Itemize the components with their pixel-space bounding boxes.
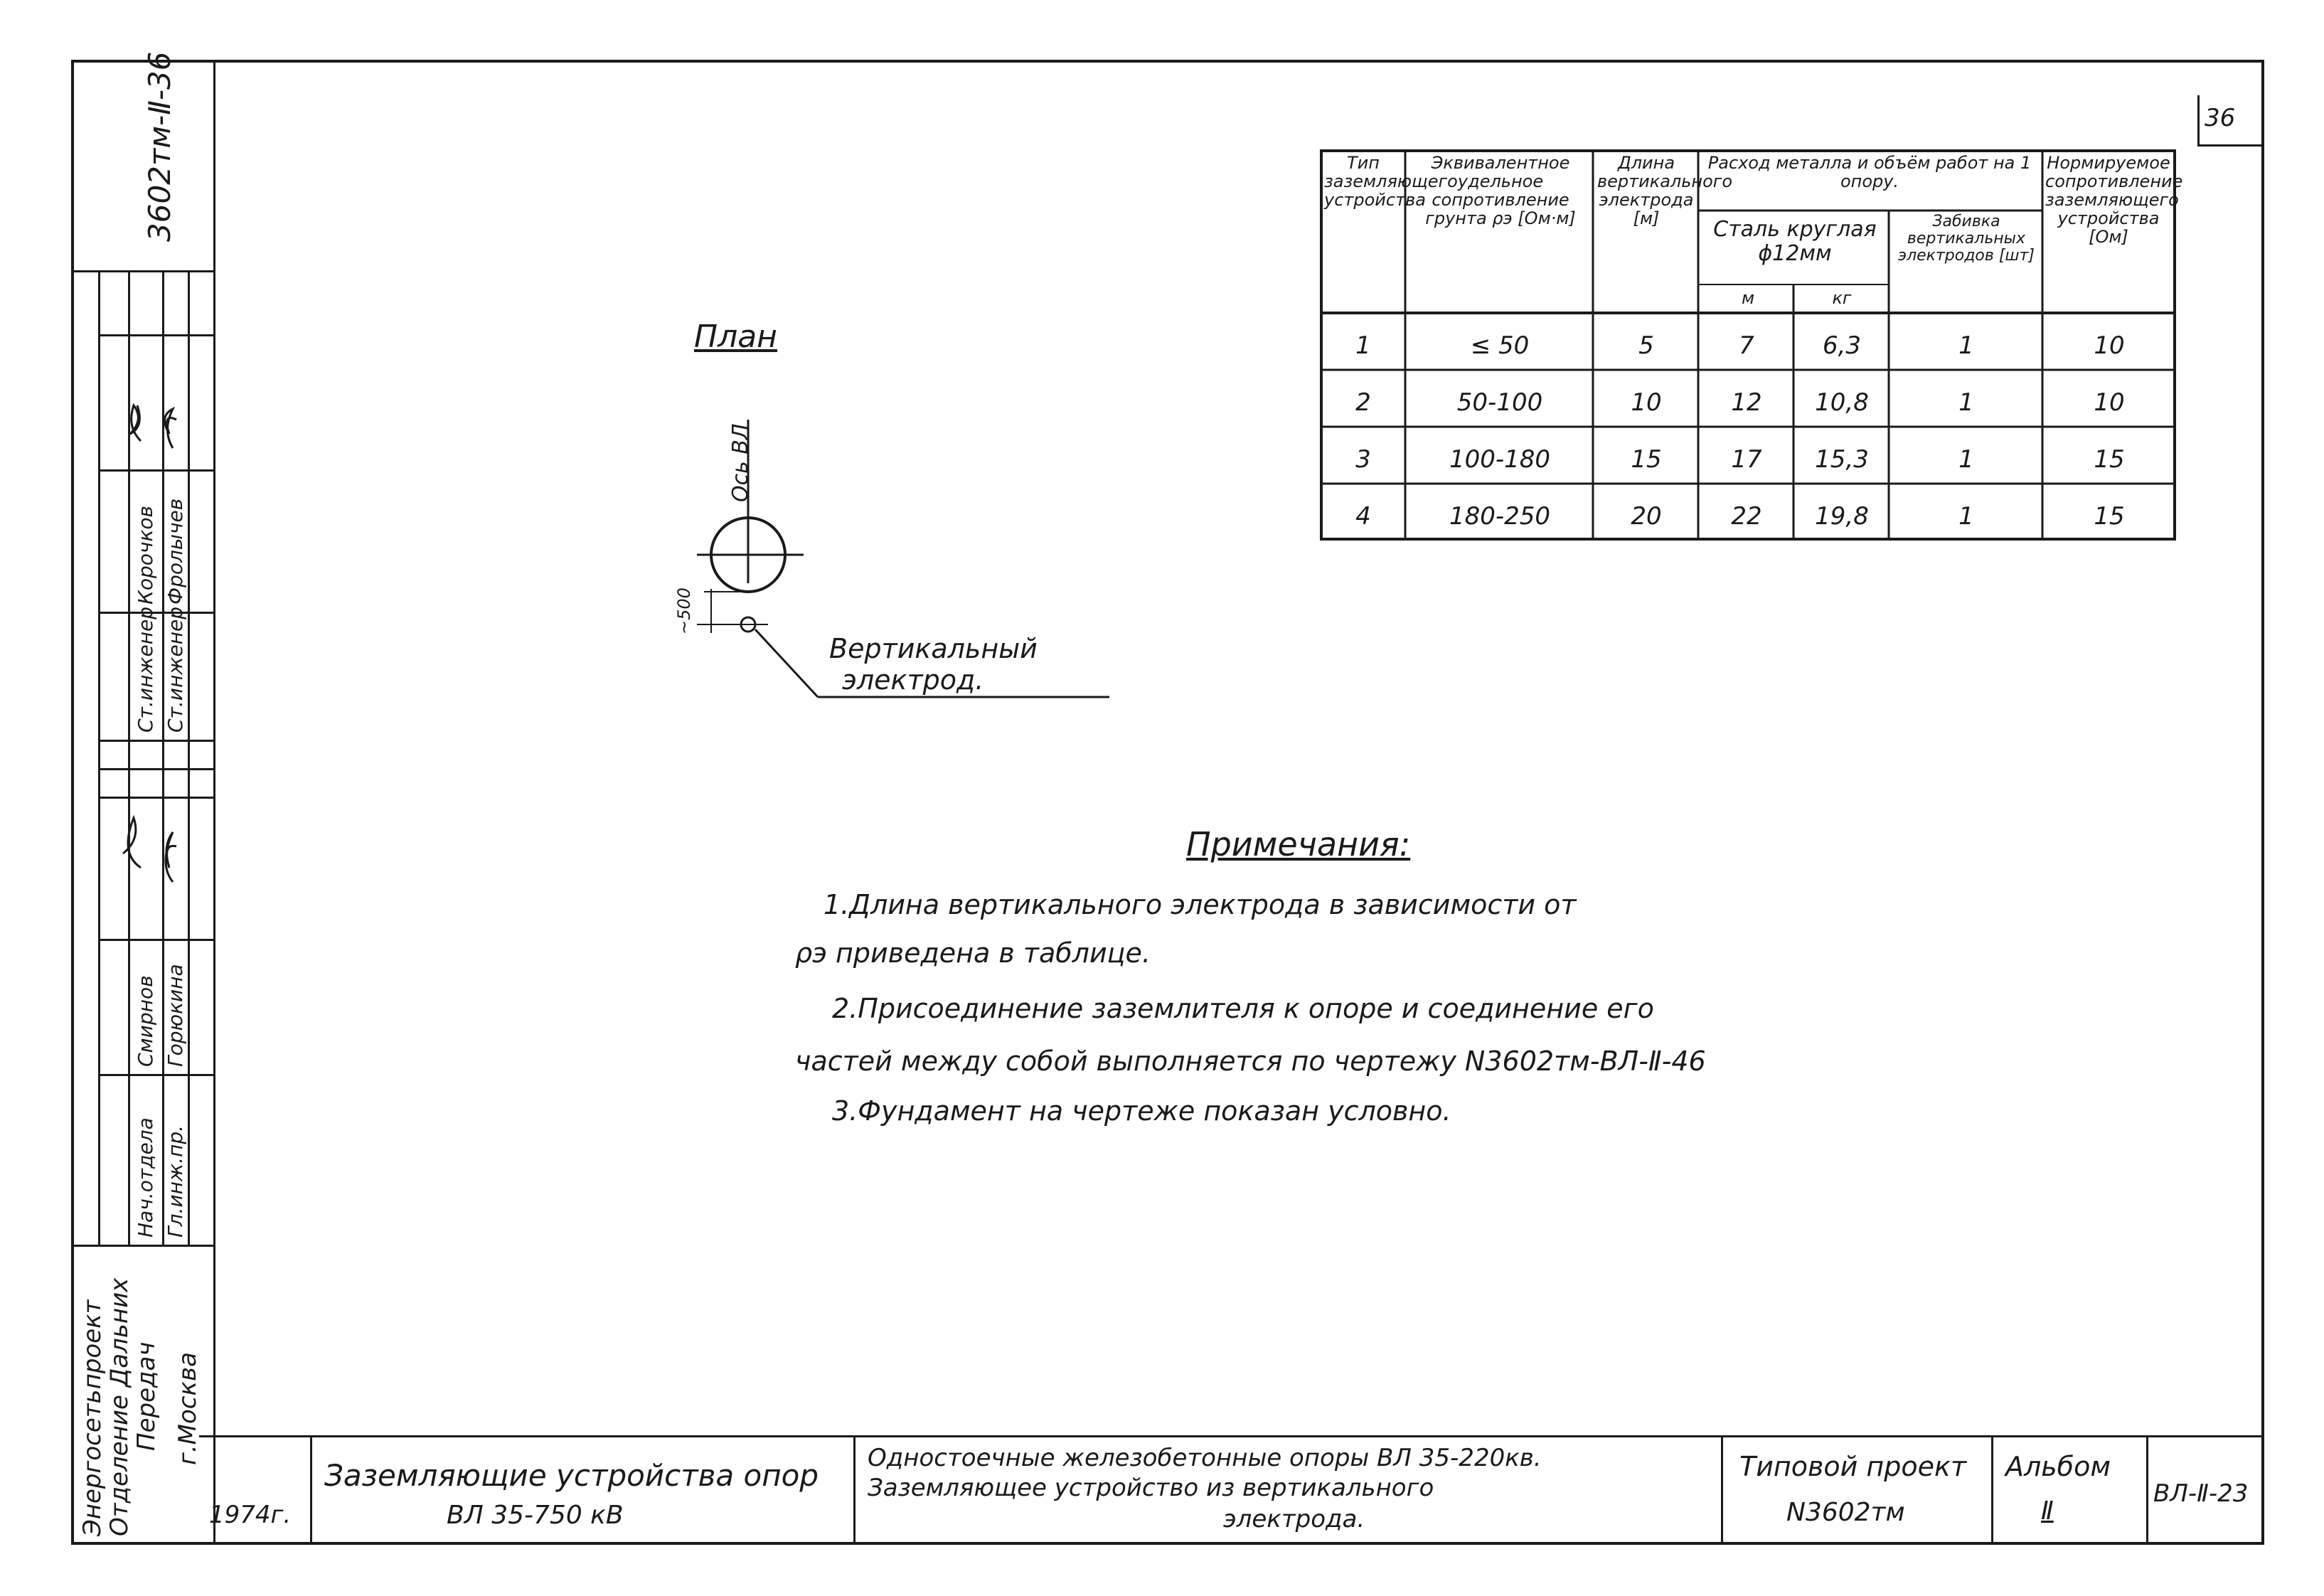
table-row-3-kg: 15,3 <box>1815 445 1869 474</box>
note-line-4: частей между собой выполняется по чертежу N3602тм-ВЛ-Ⅱ-46 <box>795 1046 1706 1077</box>
plan-title: План <box>694 319 777 355</box>
role-title-chief-eng: Гл.инж.пр. <box>164 1124 187 1238</box>
title-album-1: Альбом <box>2005 1451 2111 1482</box>
side-row-j <box>71 1245 213 1247</box>
title-desc-2: Заземляющее устройство из вертикального <box>868 1474 1434 1502</box>
title-sep-2 <box>853 1435 855 1545</box>
table-row-3-count: 1 <box>1958 445 1974 474</box>
header-length: Длина вертикального электрода [м] <box>1597 153 1733 228</box>
table-row-3-type: 3 <box>1355 445 1371 474</box>
title-project-1: Типовой проект <box>1739 1451 1967 1482</box>
header-type: Тип заземляющего устройства <box>1324 153 1458 210</box>
table-row-2-count: 1 <box>1958 388 1974 417</box>
table-row-3-length: 15 <box>1631 445 1662 474</box>
side-signatures <box>98 270 191 981</box>
table-row-1-length: 5 <box>1638 331 1654 360</box>
title-subject-2: ВЛ 35-750 кВ <box>447 1501 624 1530</box>
table-row-1-m: 7 <box>1739 331 1754 360</box>
header-steel-kg: кг <box>1832 288 1852 308</box>
note-line-1: 1.Длина вертикального электрода в зависимости от <box>823 889 1577 920</box>
electrode-label-2: электрод. <box>842 664 984 696</box>
dimension-label: ~500 <box>674 587 694 634</box>
axis-label: Ось ВЛ <box>728 423 753 502</box>
header-normative: Нормируемое сопротивление заземляющего устройства [Ом] <box>2045 153 2183 247</box>
note-line-3: 2.Присоединение заземлителя к опоре и соединение его <box>832 993 1654 1024</box>
table-row-1-type: 1 <box>1355 331 1371 360</box>
table-row-2-norm: 10 <box>2094 388 2125 417</box>
org-name-3: Передач <box>132 1341 161 1451</box>
title-sep-3 <box>1721 1435 1723 1545</box>
title-subject-1: Заземляющие устройства опор <box>324 1458 819 1493</box>
side-code: 3602тм-Ⅱ-36 <box>142 51 177 242</box>
side-strip-divider <box>213 60 215 1545</box>
table-row-2-length: 10 <box>1631 388 1662 417</box>
header-driving: Забивка вертикальных электродов [шт] <box>1898 213 2035 265</box>
note-line-5: 3.Фундамент на чертеже показан условно. <box>832 1095 1451 1127</box>
table-row-3-resistivity: 100-180 <box>1449 445 1551 474</box>
title-block-top <box>199 1435 2264 1437</box>
table-row-1-norm: 10 <box>2094 331 2125 360</box>
table-row-2-kg: 10,8 <box>1815 388 1869 417</box>
table-row-4-kg: 19,8 <box>1815 502 1869 531</box>
table-row-3-m: 17 <box>1731 445 1762 474</box>
header-consumption: Расход металла и объём работ на 1 опору. <box>1707 153 2032 191</box>
role-title-engineer-2: Ст.инженер <box>164 606 187 733</box>
header-steel-m: м <box>1741 288 1755 308</box>
role-title-chief: Нач.отдела <box>134 1117 157 1238</box>
role-name-chief: Смирнов <box>134 975 157 1067</box>
side-row-i <box>98 1074 213 1076</box>
org-name-1: Энергосетьпроект <box>78 1299 107 1536</box>
table-row-2-type: 2 <box>1355 388 1371 417</box>
org-name-2: Отделение Дальних <box>105 1277 134 1536</box>
table-row-1-resistivity: ≤ 50 <box>1470 331 1530 360</box>
table-row-3-norm: 15 <box>2094 445 2125 474</box>
header-steel: Сталь круглая ϕ12мм <box>1713 217 1877 266</box>
table-row-2-m: 12 <box>1731 388 1762 417</box>
signature-mark <box>123 405 176 882</box>
notes-title: Примечания: <box>1186 825 1411 863</box>
electrode-label-1: Вертикальный <box>829 633 1038 664</box>
role-name-chief-eng: Горюкина <box>164 964 187 1067</box>
title-sep-5 <box>2146 1435 2148 1545</box>
table-row-4-norm: 15 <box>2094 502 2125 531</box>
title-album-2: Ⅱ <box>2041 1496 2054 1526</box>
leader-line <box>755 629 818 697</box>
role-name-engineer-1: Корочков <box>134 505 157 605</box>
title-desc-1: Одностоечные железобетонные опоры ВЛ 35-220кв. <box>868 1444 1542 1472</box>
note-line-2: ρэ приведена в таблице. <box>795 937 1151 969</box>
table-row-4-count: 1 <box>1958 502 1974 531</box>
table-row-4-m: 22 <box>1731 502 1762 531</box>
title-sheet-code: ВЛ-Ⅱ-23 <box>2153 1479 2249 1508</box>
table-row-1-kg: 6,3 <box>1822 331 1862 360</box>
title-project-2: N3602тм <box>1786 1498 1905 1527</box>
org-city: г.Москва <box>174 1352 202 1465</box>
table-row-4-length: 20 <box>1631 502 1662 531</box>
table-row-1-count: 1 <box>1958 331 1974 360</box>
table-row-4-resistivity: 180-250 <box>1449 502 1551 531</box>
title-desc-3: электрода. <box>1223 1505 1365 1533</box>
table-row-4-type: 4 <box>1355 502 1371 531</box>
sheet-number: 36 <box>2205 104 2236 132</box>
role-name-engineer-2: Фролычев <box>164 498 187 605</box>
title-year: 1974г. <box>209 1501 292 1529</box>
role-title-engineer-1: Ст.инженер <box>134 606 157 733</box>
table-row-2-resistivity: 50-100 <box>1456 388 1543 417</box>
title-sep-4 <box>1991 1435 1993 1545</box>
header-resistivity: Эквивалентное удельное сопротивление грунта ρэ [Ом·м] <box>1425 153 1576 228</box>
title-sep-1 <box>310 1435 312 1545</box>
